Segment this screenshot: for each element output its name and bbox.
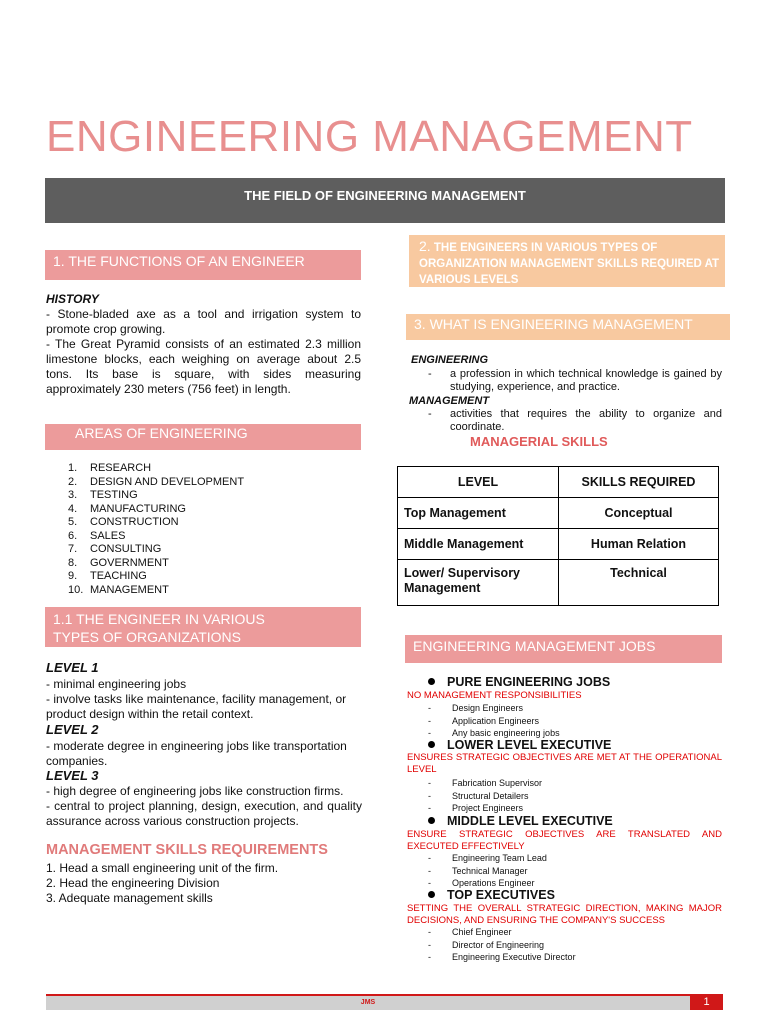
list-item: - Technical Manager (428, 865, 528, 876)
footer-label: JMS (360, 999, 376, 1006)
msr-item-1: 1. Head a small engineering unit of the firm. (46, 861, 279, 875)
table-header-skills: SKILLS REQUIRED (559, 467, 719, 498)
footer-bar (46, 994, 690, 1010)
job-items (428, 702, 560, 740)
job-note: ENSURES STRATEGIC OBJECTIVES ARE MET AT THE OPERATIONAL LEVEL (407, 752, 722, 775)
engineers-levels-number: 2. (419, 238, 431, 254)
organizations-heading-box (45, 607, 361, 647)
section-banner (45, 178, 725, 223)
list-item: - Director of Engineering (428, 939, 545, 950)
list-item: 8. GOVERNMENT (68, 556, 169, 569)
organizations-heading-line-2: TYPES OF ORGANIZATIONS (53, 629, 241, 645)
level-2-label: LEVEL 2 (46, 722, 99, 737)
list-item: - Chief Engineer (428, 927, 512, 937)
level-3-line-1: - high degree of engineering jobs like construction firms. (46, 784, 344, 798)
bullet-icon (428, 741, 435, 748)
history-label: HISTORY (46, 292, 99, 306)
list-item: 3. TESTING (68, 489, 138, 501)
engineering-label: ENGINEERING (411, 354, 489, 366)
functions-heading-box (45, 250, 361, 280)
job-heading: MIDDLE LEVEL EXECUTIVE (428, 814, 613, 828)
job-note: ENSURE STRATEGIC OBJECTIVES ARE TRANSLATED AND EXECUTED EFFECTIVELY (407, 829, 722, 852)
table-row (398, 498, 719, 529)
job-note: SETTING THE OVERALL STRATEGIC DIRECTION, MAKING MAJOR DECISIONS, AND ENSURING THE COMPANY'S SUCCESS (407, 903, 722, 926)
areas-heading: AREAS OF ENGINEERING (75, 425, 248, 441)
bullet-icon (428, 817, 435, 824)
job-note: NO MANAGEMENT RESPONSIBILITIES (407, 690, 582, 701)
what-is-em-heading: 3. WHAT IS ENGINEERING MANAGEMENT (414, 316, 693, 332)
list-item: - Application Engineers (428, 715, 540, 726)
management-definition: - activities that requires the ability to organize and coordinate. (428, 408, 722, 433)
table-header-level: LEVEL (398, 467, 559, 498)
management-skills-requirements-heading: MANAGEMENT SKILLS REQUIREMENTS (46, 842, 328, 858)
engineering-definition: - a profession in which technical knowledge is gained by studying, experience, and practice. (428, 368, 722, 393)
job-heading: TOP EXECUTIVES (428, 888, 555, 902)
table-row (398, 560, 719, 606)
list-item: 6. SALES (68, 529, 126, 542)
list-item: - Design Engineers (428, 703, 524, 713)
msr-item-2: 2. Head the engineering Division (46, 876, 220, 890)
functions-heading: 1. THE FUNCTIONS OF AN ENGINEER (53, 253, 305, 269)
table-cell-skill: Human Relation (559, 529, 719, 560)
engineers-levels-heading-box (409, 235, 725, 287)
management-label: MANAGEMENT (409, 395, 490, 407)
em-jobs-heading: ENGINEERING MANAGEMENT JOBS (413, 638, 656, 654)
em-jobs-heading-box (405, 635, 722, 663)
engineers-levels-heading: THE ENGINEERS IN VARIOUS TYPES OF ORGANIZATION MANAGEMENT SKILLS REQUIRED AT VARIOUS LEVELS (419, 242, 720, 286)
table-row (398, 529, 719, 560)
list-item: 7. CONSULTING (68, 543, 162, 555)
section-banner-text: THE FIELD OF ENGINEERING MANAGEMENT (244, 188, 526, 203)
table-cell-skill: Technical (559, 560, 719, 606)
table-cell-skill: Conceptual (559, 498, 719, 529)
list-item: 4. MANUFACTURING (68, 502, 186, 515)
job-heading: LOWER LEVEL EXECUTIVE (428, 738, 611, 752)
msr-item-3: 3. Adequate management skills (46, 891, 213, 905)
table-cell-level: Lower/ Supervisory Management (398, 560, 559, 606)
list-item: - Fabrication Supervisor (428, 778, 543, 788)
page-number: 1 (690, 994, 723, 1010)
document-title: ENGINEERING MANAGEMENT (46, 112, 693, 161)
level-3-line-2: - central to project planning, design, execution, and quality assurance across various construction projects. (46, 799, 362, 828)
job-items (428, 926, 576, 964)
bullet-icon (428, 678, 435, 685)
history-line-1: - Stone-bladed axe as a tool and irrigation system to promote crop growing. (46, 307, 361, 336)
history-line-2: - The Great Pyramid consists of an estimated 2.3 million limestone blocks, each weighing on average about 2.5 tons. Its base is square, with sides measuring approximately 230 meters (756 feet) in length. (46, 337, 361, 396)
bullet-icon (428, 891, 435, 898)
list-item: - Project Engineers (428, 803, 524, 813)
list-item: - Any basic engineering jobs (428, 728, 560, 738)
list-item: 5. CONSTRUCTION (68, 516, 179, 528)
table-cell-level: Middle Management (398, 529, 559, 560)
level-1-line-2: - involve tasks like maintenance, facility management, or product design within the retail context. (46, 692, 347, 721)
level-1-line-1: - minimal engineering jobs (46, 677, 187, 691)
list-item: - Engineering Team Lead (428, 853, 547, 863)
what-is-em-heading-box (406, 314, 730, 340)
list-item: - Engineering Executive Director (428, 952, 576, 962)
areas-heading-box (45, 424, 361, 450)
job-items (428, 852, 547, 890)
level-2-line-1: - moderate degree in engineering jobs like transportation companies. (46, 739, 347, 768)
areas-list (68, 462, 244, 597)
job-items (428, 777, 542, 815)
list-item: 1. RESEARCH (68, 462, 152, 474)
level-3-label: LEVEL 3 (46, 768, 99, 783)
organizations-heading-line-1: 1.1 THE ENGINEER IN VARIOUS (53, 611, 265, 627)
managerial-skills-heading: MANAGERIAL SKILLS (470, 434, 608, 449)
list-item: 9. TEACHING (68, 570, 147, 582)
table-cell-level: Top Management (398, 498, 559, 529)
list-item: - Operations Engineer (428, 878, 535, 888)
list-item: 10. MANAGEMENT (68, 583, 169, 596)
table-row (398, 467, 719, 498)
list-item: - Structural Detailers (428, 790, 529, 801)
job-heading: PURE ENGINEERING JOBS (428, 675, 610, 689)
managerial-skills-table (397, 466, 719, 606)
level-1-label: LEVEL 1 (46, 660, 99, 675)
list-item: 2. DESIGN AND DEVELOPMENT (68, 475, 245, 488)
